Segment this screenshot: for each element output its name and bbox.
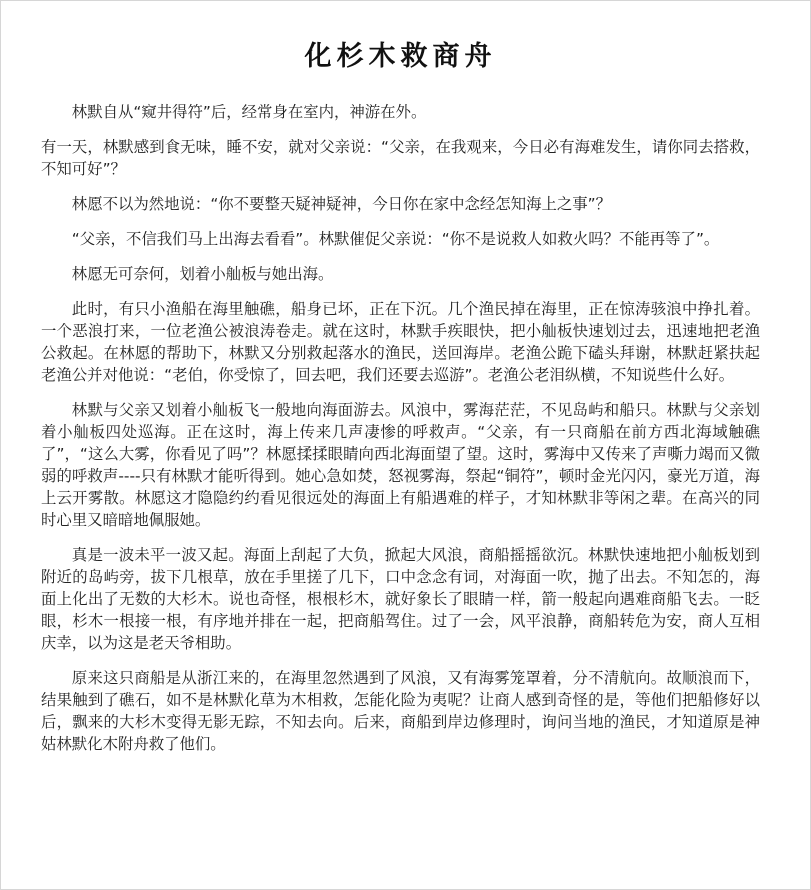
paragraph: 林默与父亲又划着小舢板飞一般地向海面游去。风浪中，雾海茫茫，不见岛屿和船只。林默与父亲划着小舢板四处巡海。正在这时，海上传来几声凄惨的呼救声。“父亲，有一只商船在前方西北海域触礁了”，“这么大雾，你看见了吗”？林愿揉揉眼睛向西北海面望了望。这时，雾海中又传来了声嘶力竭而又微弱的呼救声----只有林默才能听得到。她心急如焚，怒视雾海，祭起“铜符”，顿时金光闪闪，豪光万道，海上云开雾散。林愿这才隐隐约约看见很远处的海面上有船遇难的样子，才知林默非等闲之辈。在高兴的同时心里又暗暗地佩服她。 — [41, 401, 760, 529]
paragraph: 此时，有只小渔船在海里触礁，船身已坏，正在下沉。几个渔民掉在海里，正在惊涛骇浪中挣扎着。一个恶浪打来，一位老渔公被浪涛卷走。就在这时，林默手疾眼快，把小舢板快速划过去，迅速地把老渔公救起。在林愿的帮助下，林默又分别救起落水的渔民，送回海岸。老渔公跪下磕头拜谢，林默赶紧扶起老渔公并对他说：“老伯，你受惊了，回去吧，我们还要去巡游”。老渔公老泪纵横，不知说些什么好。 — [41, 300, 760, 384]
document-title: 化杉木救商舟 — [304, 41, 497, 72]
paragraph: 林愿不以为然地说：“你不要整天疑神疑神，今日你在家中念经怎知海上之事”？ — [71, 195, 612, 213]
paragraph: 真是一波未平一波又起。海面上刮起了大负，掀起大风浪，商船摇摇欲沉。林默快速地把小舢板划到附近的岛屿旁，拔下几根草，放在手里搓了几下，口中念念有词，对海面一吹，抛了出去。不知怎的，海面上化出了无数的大杉木。说也奇怪，根根杉木，就好象长了眼睛一样，箭一般起向遇难商船飞去。一眨眼，杉木一根接一根，有序地并排在一起，把商船驾住。过了一会，风平浪静，商船转危为安，商人互相庆幸，以为这是老天爷相助。 — [41, 546, 760, 652]
paragraph: 林默自从“窥井得符”后，经常身在室内，神游在外。 — [71, 103, 427, 121]
paragraph: 有一天，林默感到食无味，睡不安，就对父亲说：“父亲，在我观来，今日必有海难发生，请你同去搭救，不知可好”？ — [41, 138, 760, 178]
paragraph: 林愿无可奈何，划着小舢板与她出海。 — [71, 265, 334, 283]
paragraph: 原来这只商船是从浙江来的，在海里忽然遇到了风浪，又有海雾笼罩着，分不清航向。故顺浪而下，结果触到了礁石，如不是林默化草为木相救，怎能化险为夷呢？让商人感到奇怪的是，等他们把船修好以后，飘来的大杉木变得无影无踪，不知去向。后来，商船到岸边修理时，询问当地的渔民，才知道原是神姑林默化木附舟救了他们。 — [41, 669, 760, 753]
paragraph: “父亲，不信我们马上出海去看看”。林默催促父亲说：“你不是说救人如救火吗？不能再等了”。 — [71, 230, 720, 248]
document-body — [41, 101, 760, 755]
